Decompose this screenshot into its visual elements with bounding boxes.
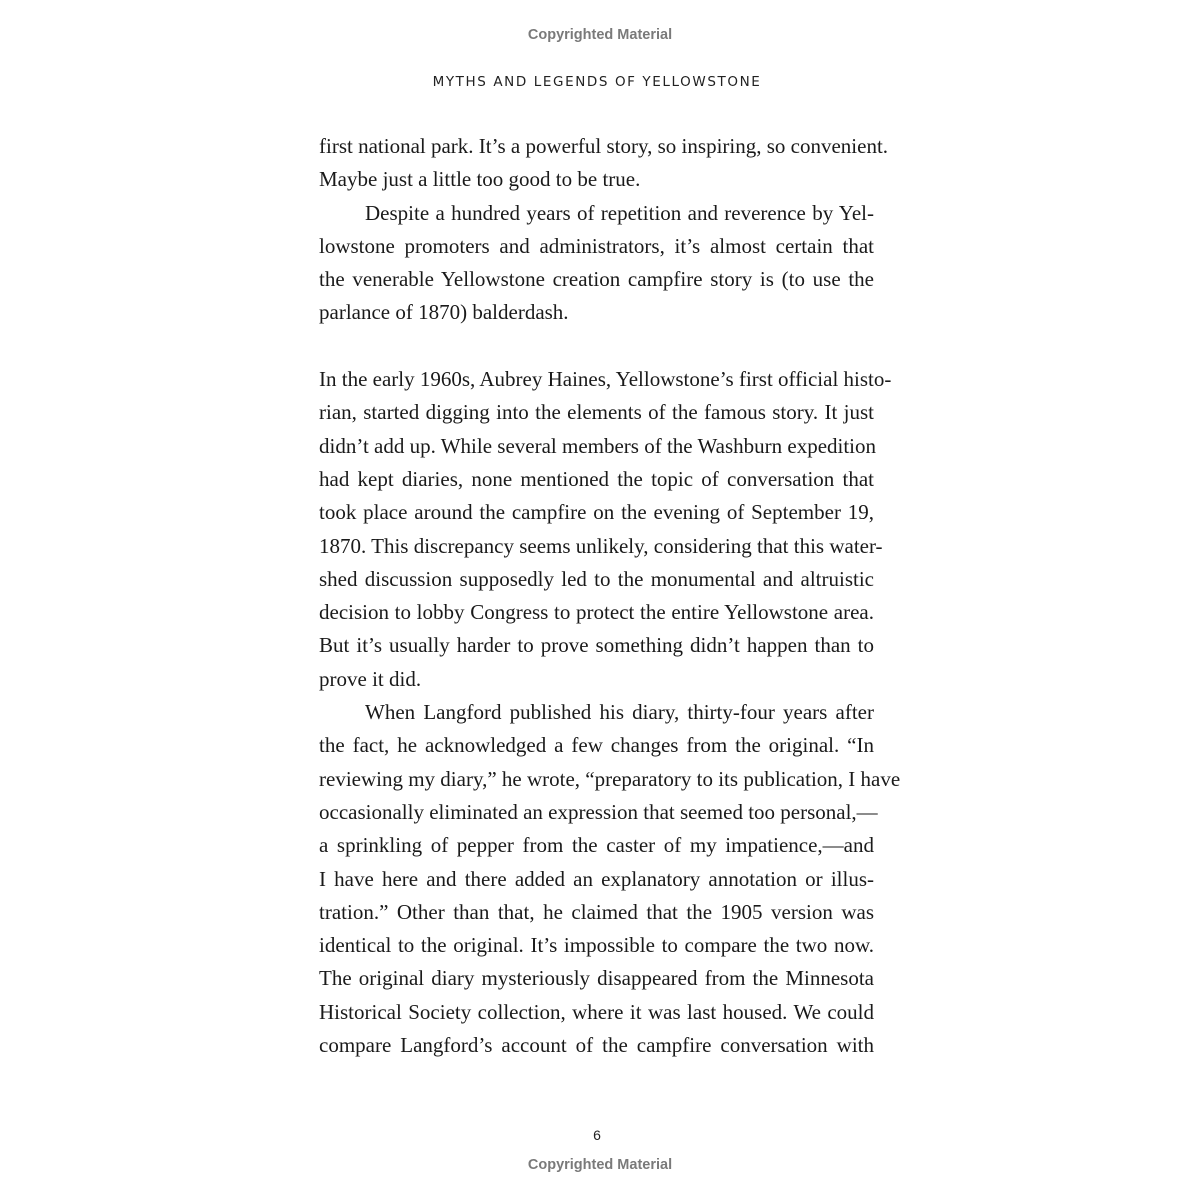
text-line: In the early 1960s, Aubrey Haines, Yellowstone’s first official histo- [319,367,892,392]
text-line: But it’s usually harder to prove something didn’t happen than to [319,633,874,658]
text-line: The original diary mysteriously disappeared from the Minnesota [319,966,874,991]
text-line: lowstone promoters and administrators, it’s almost certain that [319,233,874,258]
text-line: took place around the campfire on the evening of September 19, [319,500,874,525]
section-break [319,330,874,363]
text-line: had kept diaries, none mentioned the topic of conversation that [319,466,874,491]
paragraph [319,130,889,197]
text-line: rian, started digging into the elements of the famous story. It just [319,400,874,425]
text-line: Despite a hundred years of repetition and reverence by Yel- [365,200,874,225]
text-line: I have here and there added an explanatory annotation or illus- [319,866,874,891]
text-line: Maybe just a little too good to be true. [319,167,641,192]
paragraph [319,197,874,330]
text-line: decision to lobby Congress to protect the entire Yellowstone area. [319,600,874,625]
copyright-watermark-bottom: Copyrighted Material [527,1157,673,1173]
text-line: tration.” Other than that, he claimed that the 1905 version was [319,899,874,924]
text-line: identical to the original. It’s impossible to compare the two now. [319,933,874,958]
text-line: first national park. It’s a powerful story, so inspiring, so convenient. [319,134,889,158]
text-line: 1870. This discrepancy seems unlikely, considering that this water- [319,533,883,558]
text-line: shed discussion supposedly led to the monumental and altruistic [319,566,874,591]
page-number: 6 [593,1127,601,1143]
text-line: compare Langford’s account of the campfire conversation with [319,1033,874,1058]
body-text [319,130,901,1062]
paragraph [319,696,901,1062]
text-line: occasionally eliminated an expression that seemed too personal,— [319,799,878,824]
text-line: When Langford published his diary, thirty-four years after [365,700,874,725]
running-header: MYTHS AND LEGENDS OF YELLOWSTONE [432,74,762,90]
text-line: didn’t add up. While several members of the Washburn expedition [319,433,877,458]
text-line: prove it did. [319,666,422,691]
copyright-watermark-top: Copyrighted Material [527,27,673,43]
paragraph [319,363,892,696]
text-line: the fact, he acknowledged a few changes from the original. “In [319,733,874,758]
text-line: parlance of 1870) balderdash. [319,300,569,325]
text-line: Historical Society collection, where it was last housed. We could [319,999,874,1024]
text-line: the venerable Yellowstone creation campfire story is (to use the [319,267,874,292]
text-line: reviewing my diary,” he wrote, “preparatory to its publication, I have [319,766,901,791]
text-line: a sprinkling of pepper from the caster of my impatience,—and [319,833,874,858]
